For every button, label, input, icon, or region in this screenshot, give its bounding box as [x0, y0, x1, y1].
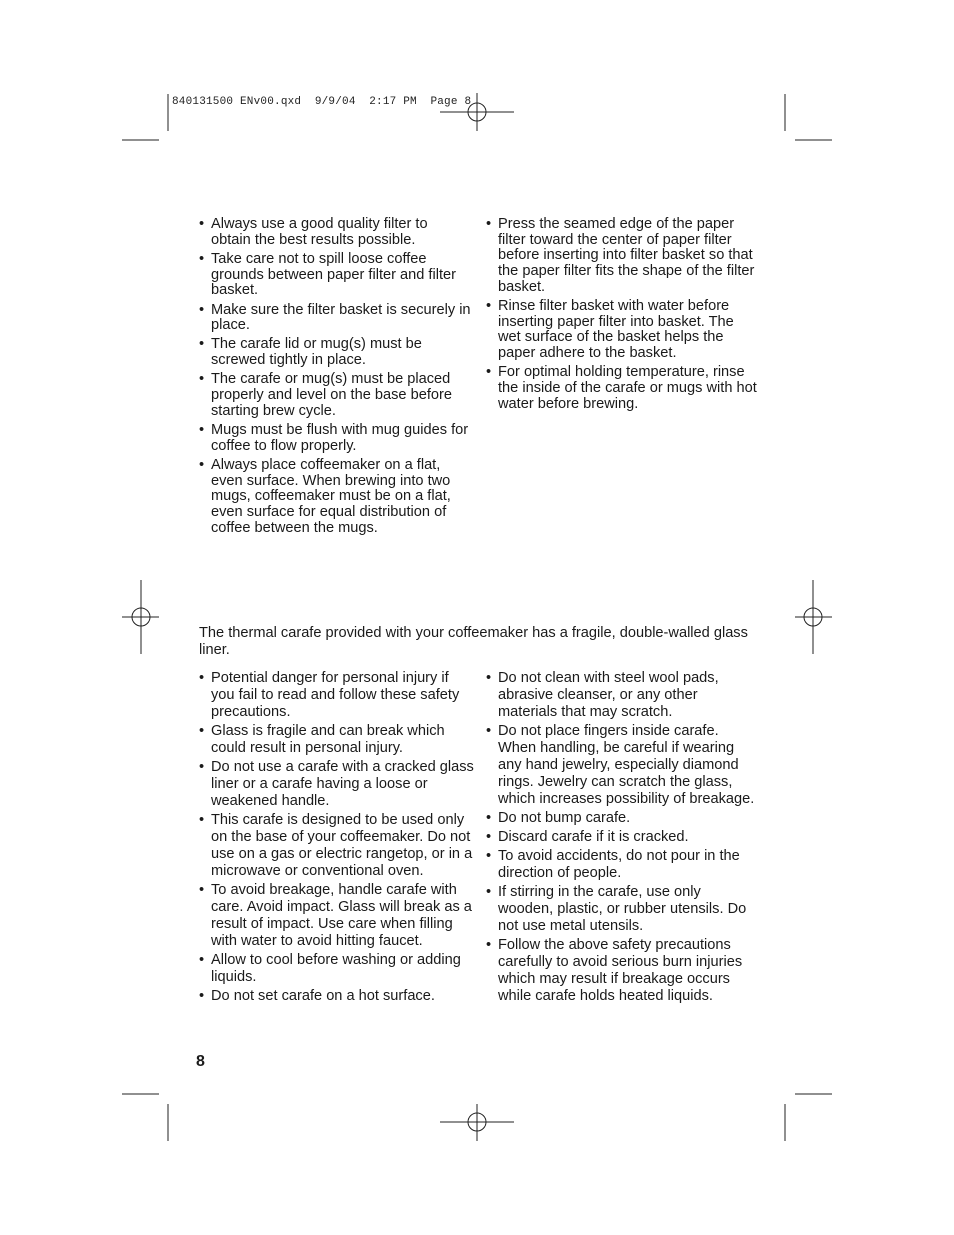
bullet-item: • Potential danger for personal injury if you fail to read and follow these safety precautions. — [199, 670, 475, 721]
registration-mark-bottom — [440, 1104, 514, 1141]
bullet-item: • Do not place fingers inside carafe. When handling, be careful if wearing any hand jewelry, especially diamond rings. Jewelry can scratch the glass, which increases possibility of breakage. — [486, 723, 758, 808]
bullet-item: • Rinse filter basket with water before inserting paper filter into basket. The wet surface of the basket helps the paper adhere to the basket. — [486, 299, 758, 362]
bullet-item: • Do not set carafe on a hot surface. — [199, 988, 475, 1005]
page-number: 8 — [196, 1053, 205, 1070]
print-slug-line: 840131500 ENv00.qxd 9/9/04 2:17 PM Page 8 — [172, 96, 472, 108]
bullet-item: • Allow to cool before washing or adding liquids. — [199, 952, 475, 986]
bullet-item: • Press the seamed edge of the paper filter toward the center of paper filter before inserting into filter basket so that the paper filter fits the shape of the filter basket. — [486, 217, 758, 296]
registration-mark-right — [795, 580, 832, 654]
registration-mark-left — [122, 580, 159, 654]
bullet-item: • Always place coffeemaker on a flat, even surface. When brewing into two mugs, coffeemaker must be on a flat, even surface for equal distribution of coffee between the mugs. — [199, 458, 471, 537]
bullet-item: • To avoid accidents, do not pour in the direction of people. — [486, 848, 758, 882]
carafe-intro: The thermal carafe provided with your coffeemaker has a fragile, double-walled glass liner. — [199, 625, 748, 658]
bullet-item: • Make sure the filter basket is securely in place. — [199, 303, 471, 334]
bullet-item: • Follow the above safety precautions carefully to avoid serious burn injuries which may result if breakage occurs while carafe holds heated liquids. — [486, 937, 758, 1005]
filter-tips-right-column — [486, 217, 758, 416]
bullet-item: • Discard carafe if it is cracked. — [486, 829, 758, 846]
bullet-item: • Always use a good quality filter to obtain the best results possible. — [199, 217, 471, 248]
bullet-item: • Take care not to spill loose coffee grounds between paper filter and filter basket. — [199, 252, 471, 299]
bullet-item: • To avoid breakage, handle carafe with care. Avoid impact. Glass will break as a result of impact. Use care when filling with water to avoid hitting faucet. — [199, 882, 475, 950]
bullet-item: • Glass is fragile and can break which could result in personal injury. — [199, 723, 475, 757]
bullet-item: • Do not bump carafe. — [486, 810, 758, 827]
carafe-precautions-right-column — [486, 670, 758, 1007]
carafe-precautions-left-column — [199, 670, 475, 1007]
bullet-item: • For optimal holding temperature, rinse the inside of the carafe or mugs with hot water before brewing. — [486, 365, 758, 412]
bullet-item: • Mugs must be flush with mug guides for coffee to flow properly. — [199, 423, 471, 454]
bullet-item: • If stirring in the carafe, use only wooden, plastic, or rubber utensils. Do not use metal utensils. — [486, 884, 758, 935]
bullet-item: • Do not use a carafe with a cracked glass liner or a carafe having a loose or weakened handle. — [199, 759, 475, 810]
bullet-item: • The carafe lid or mug(s) must be screwed tightly in place. — [199, 337, 471, 368]
bullet-item: • The carafe or mug(s) must be placed properly and level on the base before starting brew cycle. — [199, 372, 471, 419]
bullet-item: • Do not clean with steel wool pads, abrasive cleanser, or any other materials that may scratch. — [486, 670, 758, 721]
filter-tips-left-column — [199, 217, 471, 540]
bullet-item: • This carafe is designed to be used only on the base of your coffeemaker. Do not use on a gas or electric rangetop, or in a microwave or conventional oven. — [199, 812, 475, 880]
